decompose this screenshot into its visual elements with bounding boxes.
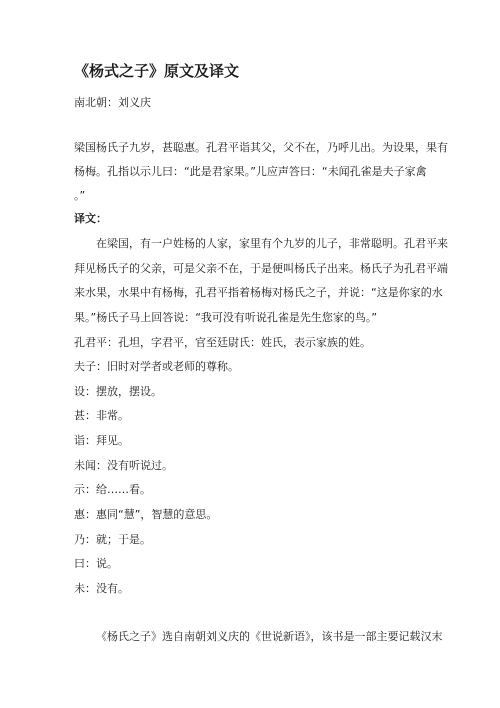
note-item: 夫子：旧时对学者或老师的尊称。 [74,360,239,373]
note-item: 甚：非常。 [74,409,129,422]
document-page [74,0,448,708]
original-line-2: 杨梅。孔指以示儿曰：“此是君家果。”儿应声答曰：“未闻孔雀是夫子家禽 [74,165,427,178]
document-title: 《杨式之子》原文及译文 [74,62,240,80]
note-item: 惠：惠同“慧”，智慧的意思。 [74,508,218,521]
original-line-1: 梁国杨氏子九岁，甚聪惠。孔君平诣其父，父不在，乃呼儿出。为设果，果有 [74,141,448,154]
translation-line-2: 拜见杨氏子的父亲，可是父亲不在，于是便叫杨氏子出来。杨氏子为孔君平端 [74,262,448,275]
translation-line-4: 果。”杨氏子马上回答说：“我可没有听说孔雀是先生您家的鸟。” [74,311,378,324]
translation-line-1: 在梁国，有一户姓杨的人家，家里有个九岁的儿子，非常聪明。孔君平来 [96,237,448,250]
original-line-3: 。” [74,189,86,202]
translation-heading: 译文： [74,212,107,225]
note-item: 设：摆放，摆设。 [74,385,162,398]
document-author: 南北朝：刘义庆 [74,96,151,109]
note-item: 孔君平：孔坦，字君平，官至廷尉氏：姓氏，表示家族的姓。 [74,336,371,349]
closing-line: 《杨氏之子》选自南朝刘义庆的《世说新语》，该书是一部主要记载汉末 [96,630,443,643]
translation-line-3: 来水果，水果中有杨梅，孔君平指着杨梅对杨氏之子，并说：“这是你家的水 [74,286,443,299]
note-item: 未：没有。 [74,582,129,595]
note-item: 乃：就；于是。 [74,533,151,546]
note-item: 未闻：没有听说过。 [74,459,173,472]
note-item: 诣：拜见。 [74,434,129,447]
note-item: 示：给……看。 [74,483,151,496]
note-item: 曰：说。 [74,557,118,570]
